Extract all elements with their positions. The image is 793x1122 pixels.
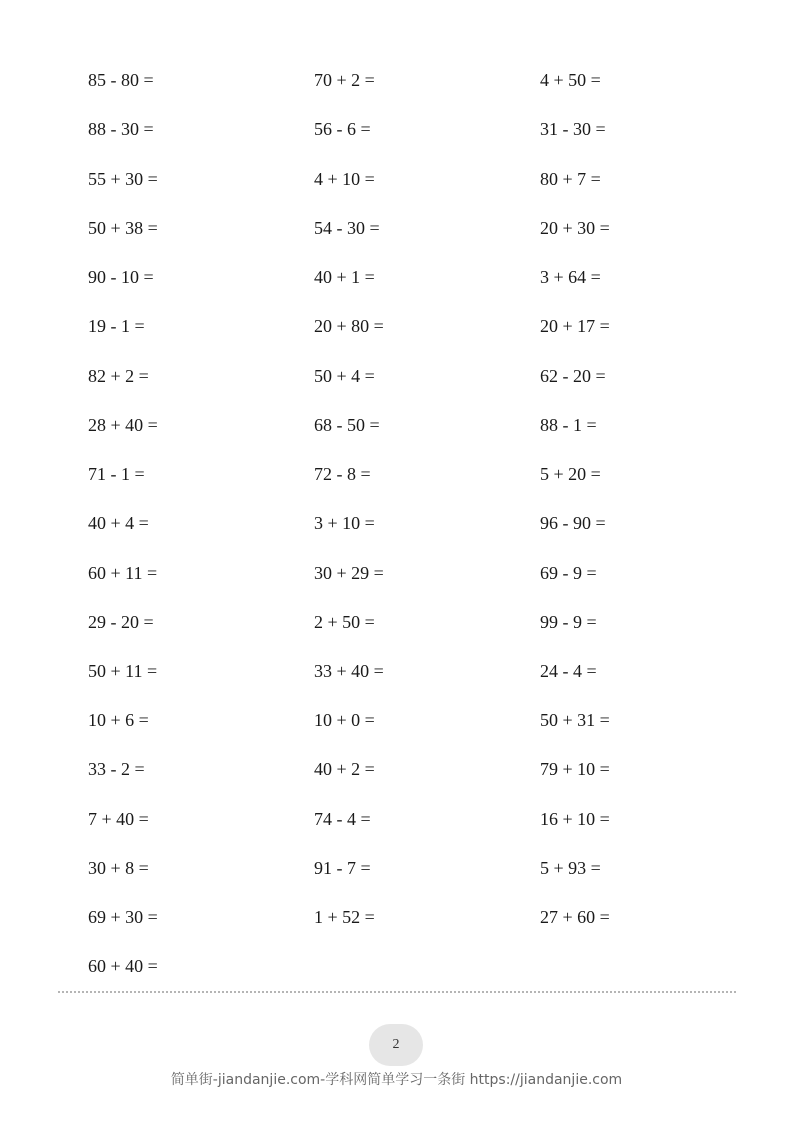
page-number-badge bbox=[369, 1024, 423, 1066]
problem-1-7: 82 + 2 = bbox=[88, 366, 149, 386]
problem-1-18: 69 + 30 = bbox=[88, 907, 158, 927]
problem-1-9: 71 - 1 = bbox=[88, 464, 145, 484]
footer-text: 简单街-jiandanjie.com-学科网简单学习一条街 https://jiandanjie.com bbox=[170, 1072, 623, 1088]
problem-3-18: 27 + 60 = bbox=[540, 907, 610, 927]
problem-2-1: 70 + 2 = bbox=[314, 70, 375, 90]
page-number: 2 bbox=[392, 1037, 400, 1052]
problem-2-7: 50 + 4 = bbox=[314, 366, 375, 386]
problem-2-5: 40 + 1 = bbox=[314, 267, 375, 287]
problem-3-6: 20 + 17 = bbox=[540, 316, 610, 336]
dotted-divider bbox=[58, 991, 736, 993]
problem-2-18: 1 + 52 = bbox=[314, 907, 375, 927]
problem-1-17: 30 + 8 = bbox=[88, 858, 149, 878]
problem-3-15: 79 + 10 = bbox=[540, 759, 610, 779]
problem-1-12: 29 - 20 = bbox=[88, 612, 154, 632]
problem-1-8: 28 + 40 = bbox=[88, 415, 158, 435]
problem-1-19: 60 + 40 = bbox=[88, 956, 158, 976]
problem-2-13: 33 + 40 = bbox=[314, 661, 384, 681]
problem-1-1: 85 - 80 = bbox=[88, 70, 154, 90]
problem-2-8: 68 - 50 = bbox=[314, 415, 380, 435]
problem-1-14: 10 + 6 = bbox=[88, 710, 149, 730]
problem-2-12: 2 + 50 = bbox=[314, 612, 375, 632]
problem-1-3: 55 + 30 = bbox=[88, 169, 158, 189]
problem-2-17: 91 - 7 = bbox=[314, 858, 371, 878]
problem-2-16: 74 - 4 = bbox=[314, 809, 371, 829]
problem-2-2: 56 - 6 = bbox=[314, 119, 371, 139]
problem-2-3: 4 + 10 = bbox=[314, 169, 375, 189]
problem-3-7: 62 - 20 = bbox=[540, 366, 606, 386]
problem-1-10: 40 + 4 = bbox=[88, 513, 149, 533]
problem-3-16: 16 + 10 = bbox=[540, 809, 610, 829]
problem-1-13: 50 + 11 = bbox=[88, 661, 158, 681]
problem-3-4: 20 + 30 = bbox=[540, 218, 610, 238]
problem-1-5: 90 - 10 = bbox=[88, 267, 154, 287]
problem-1-4: 50 + 38 = bbox=[88, 218, 158, 238]
problem-2-11: 30 + 29 = bbox=[314, 563, 384, 583]
problem-1-6: 19 - 1 = bbox=[88, 316, 145, 336]
problem-3-3: 80 + 7 = bbox=[540, 169, 601, 189]
problem-2-10: 3 + 10 = bbox=[314, 513, 375, 533]
problem-3-13: 24 - 4 = bbox=[540, 661, 597, 681]
problem-3-2: 31 - 30 = bbox=[540, 119, 606, 139]
problem-3-17: 5 + 93 = bbox=[540, 858, 601, 878]
problem-3-5: 3 + 64 = bbox=[540, 267, 601, 287]
problem-3-11: 69 - 9 = bbox=[540, 563, 597, 583]
problem-3-10: 96 - 90 = bbox=[540, 513, 606, 533]
problem-1-11: 60 + 11 = bbox=[88, 563, 158, 583]
problem-3-9: 5 + 20 = bbox=[540, 464, 601, 484]
problem-3-8: 88 - 1 = bbox=[540, 415, 597, 435]
problem-3-14: 50 + 31 = bbox=[540, 710, 610, 730]
problem-3-1: 4 + 50 = bbox=[540, 70, 601, 90]
problem-3-12: 99 - 9 = bbox=[540, 612, 597, 632]
problem-1-16: 7 + 40 = bbox=[88, 809, 149, 829]
problem-1-15: 33 - 2 = bbox=[88, 759, 145, 779]
problem-2-6: 20 + 80 = bbox=[314, 316, 384, 336]
problem-2-15: 40 + 2 = bbox=[314, 759, 375, 779]
problem-2-4: 54 - 30 = bbox=[314, 218, 380, 238]
problem-2-9: 72 - 8 = bbox=[314, 464, 371, 484]
problem-2-14: 10 + 0 = bbox=[314, 710, 375, 730]
problem-1-2: 88 - 30 = bbox=[88, 119, 154, 139]
